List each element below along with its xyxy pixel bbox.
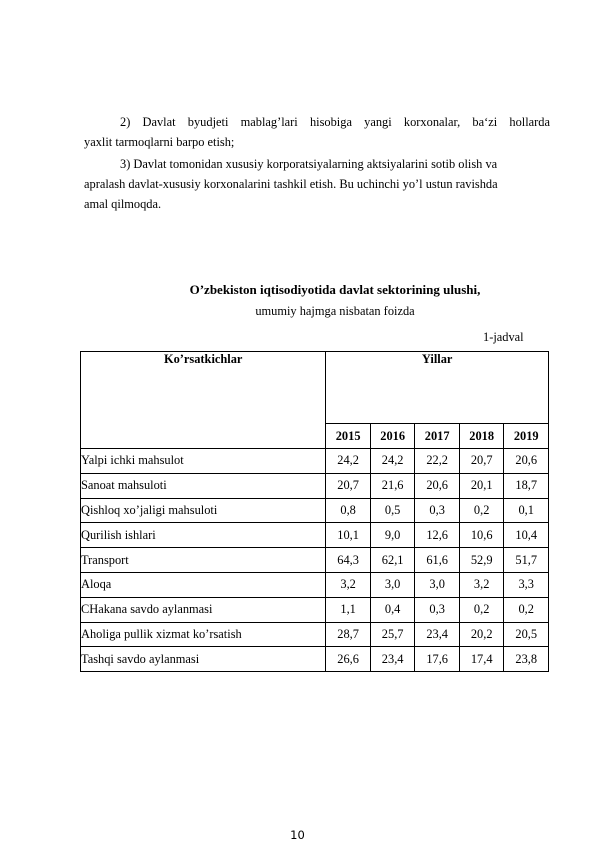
value-cell: 0,3 — [415, 597, 460, 622]
table-title: O’zbekiston iqtisodiyotida davlat sektorining ulushi, — [189, 282, 481, 297]
value-cell: 0,2 — [459, 498, 504, 523]
value-cell: 22,2 — [415, 449, 460, 474]
value-cell: 20,7 — [459, 449, 504, 474]
paragraph-3 — [84, 154, 550, 214]
value-cell: 0,2 — [459, 597, 504, 622]
value-cell: 61,6 — [415, 548, 460, 573]
value-cell: 20,6 — [415, 473, 460, 498]
value-cell: 62,1 — [370, 548, 415, 573]
value-cell: 3,2 — [326, 572, 371, 597]
table-row — [81, 473, 549, 498]
table-body — [81, 449, 549, 672]
header-years: Yillar — [326, 352, 549, 424]
year-header: 2019 — [504, 424, 549, 449]
paragraph-line: 2) Davlat byudjeti mablag’lari hisobiga yangi korxonalar, ba‘zi hollarda — [120, 115, 550, 129]
value-cell: 28,7 — [326, 622, 371, 647]
table-subtitle: umumiy hajmga nisbatan foizda — [255, 304, 415, 318]
value-cell: 23,4 — [370, 647, 415, 672]
row-label: Transport — [81, 548, 326, 573]
value-cell: 20,5 — [504, 622, 549, 647]
value-cell: 20,7 — [326, 473, 371, 498]
value-cell: 3,3 — [504, 572, 549, 597]
paragraph-2 — [84, 112, 550, 152]
value-cell: 24,2 — [370, 449, 415, 474]
value-cell: 21,6 — [370, 473, 415, 498]
value-cell: 20,2 — [459, 622, 504, 647]
table-row — [81, 622, 549, 647]
table-row — [81, 498, 549, 523]
header-indicator: Ko’rsatkichlar — [81, 352, 326, 449]
value-cell: 0,2 — [504, 597, 549, 622]
paragraph-line: apralash davlat-xususiy korxonalarini tashkil etish. Bu uchinchi yo’l ustun ravishda — [84, 177, 498, 191]
value-cell: 23,8 — [504, 647, 549, 672]
year-header: 2017 — [415, 424, 460, 449]
value-cell: 52,9 — [459, 548, 504, 573]
value-cell: 25,7 — [370, 622, 415, 647]
value-cell: 9,0 — [370, 523, 415, 548]
row-label: Sanoat mahsuloti — [81, 473, 326, 498]
value-cell: 3,2 — [459, 572, 504, 597]
value-cell: 10,1 — [326, 523, 371, 548]
value-cell: 0,8 — [326, 498, 371, 523]
value-cell: 18,7 — [504, 473, 549, 498]
row-label: Yalpi ichki mahsulot — [81, 449, 326, 474]
value-cell: 26,6 — [326, 647, 371, 672]
page-number: 10 — [290, 828, 305, 842]
value-cell: 24,2 — [326, 449, 371, 474]
paragraph-line: 3) Davlat tomonidan xususiy korporatsiyalarning aktsiyalarini sotib olish va — [120, 157, 498, 171]
paragraph-line: yaxlit tarmoqlarni barpo etish; — [84, 135, 235, 149]
value-cell: 20,1 — [459, 473, 504, 498]
table-label: 1-jadval — [483, 330, 524, 344]
row-label: Tashqi savdo aylanmasi — [81, 647, 326, 672]
value-cell: 64,3 — [326, 548, 371, 573]
value-cell: 0,5 — [370, 498, 415, 523]
year-header: 2018 — [459, 424, 504, 449]
value-cell: 23,4 — [415, 622, 460, 647]
year-header: 2015 — [326, 424, 371, 449]
paragraph-line: amal qilmoqda. — [84, 197, 162, 211]
value-cell: 0,3 — [415, 498, 460, 523]
value-cell: 3,0 — [415, 572, 460, 597]
value-cell: 10,6 — [459, 523, 504, 548]
table-row — [81, 548, 549, 573]
table-row — [81, 449, 549, 474]
row-label: Qishloq xo’jaligi mahsuloti — [81, 498, 326, 523]
data-table — [80, 351, 549, 672]
row-label: Aholiga pullik xizmat ko’rsatish — [81, 622, 326, 647]
value-cell: 12,6 — [415, 523, 460, 548]
table-row — [81, 572, 549, 597]
year-header: 2016 — [370, 424, 415, 449]
value-cell: 0,4 — [370, 597, 415, 622]
table-row — [81, 647, 549, 672]
value-cell: 1,1 — [326, 597, 371, 622]
table-row — [81, 523, 549, 548]
row-label: Qurilish ishlari — [81, 523, 326, 548]
value-cell: 51,7 — [504, 548, 549, 573]
value-cell: 20,6 — [504, 449, 549, 474]
table-row — [81, 597, 549, 622]
value-cell: 17,6 — [415, 647, 460, 672]
row-label: Aloqa — [81, 572, 326, 597]
value-cell: 0,1 — [504, 498, 549, 523]
value-cell: 3,0 — [370, 572, 415, 597]
value-cell: 10,4 — [504, 523, 549, 548]
row-label: CHakana savdo aylanmasi — [81, 597, 326, 622]
value-cell: 17,4 — [459, 647, 504, 672]
